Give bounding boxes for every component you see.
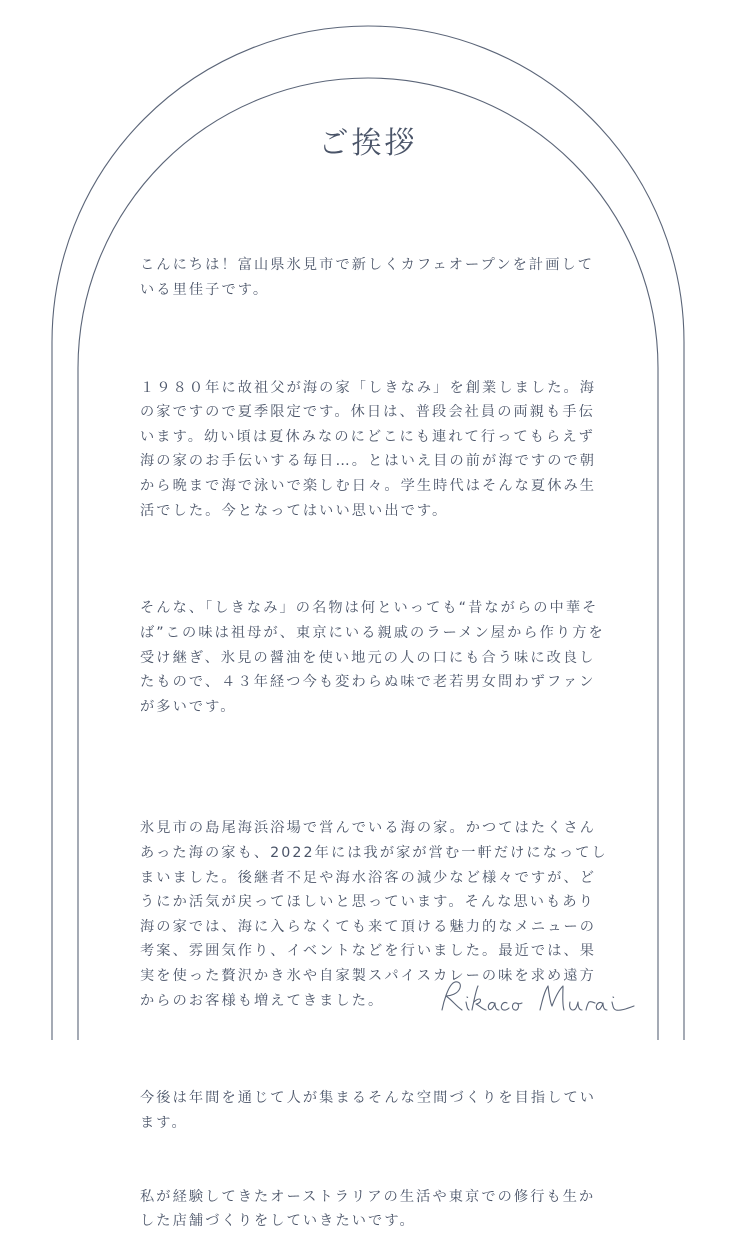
paragraph-closing: 私が経験してきたオーストラリアの生活や東京での修行も生かした店舗づくりをしていきたいです。 bbox=[140, 1188, 596, 1230]
paragraph-specialty: そんな、「しきなみ」の名物は何といっても“昔ながらの中華そば”この味は祖母が、東京にいる親戚のラーメン屋から作り方を受け継ぎ、氷見の醤油を使い地元の人の口にも合う味に改良したもので、４３年経つ今も変わらぬ味で老若男女問わずファンが多いです。 bbox=[140, 600, 605, 715]
signature bbox=[436, 976, 646, 1026]
page-title: ご挨拶 bbox=[318, 126, 418, 161]
paragraph-future: 今後は年間を通じて人が集まるそんな空間づくりを目指しています。 bbox=[140, 1090, 597, 1131]
paragraph-intro: こんにちは！富山県氷見市で新しくカフェオープンを計画している里佳子です。 bbox=[140, 257, 595, 298]
paragraph-history: １９８０年に故祖父が海の家「しきなみ」を創業しました。海の家ですので夏季限定です。休日は、普段会社員の両親も手伝います。幼い頃は夏休みなのにどこにも連れて行ってもらえず海の家のお手伝いする毎日…。とはいえ目の前が海ですので朝から晩まで海で泳いで楽しむ日々。学生時代はそんな夏休み生活でした。今となってはいい思い出です。 bbox=[140, 379, 597, 519]
greeting-body bbox=[140, 204, 610, 1259]
paragraph-beach-house: 氷見市の島尾海浜浴場で営んでいる海の家。かつてはたくさんあった海の家も、2022年には我が家が営む一軒だけになってしまいました。後継者不足や海水浴客の減少など様々ですが、どうにか活気が戻ってほしいと思っています。そんな思いもあり海の家では、海に入らなくても来て頂ける魅力的なメニューの考案、雰囲気作り、イベントなどを行いました。最近では、果実を使った贅沢かき氷や自家製スパイスカレーの味を求め遠方からのお客様も増えてきました。 bbox=[140, 820, 608, 1009]
